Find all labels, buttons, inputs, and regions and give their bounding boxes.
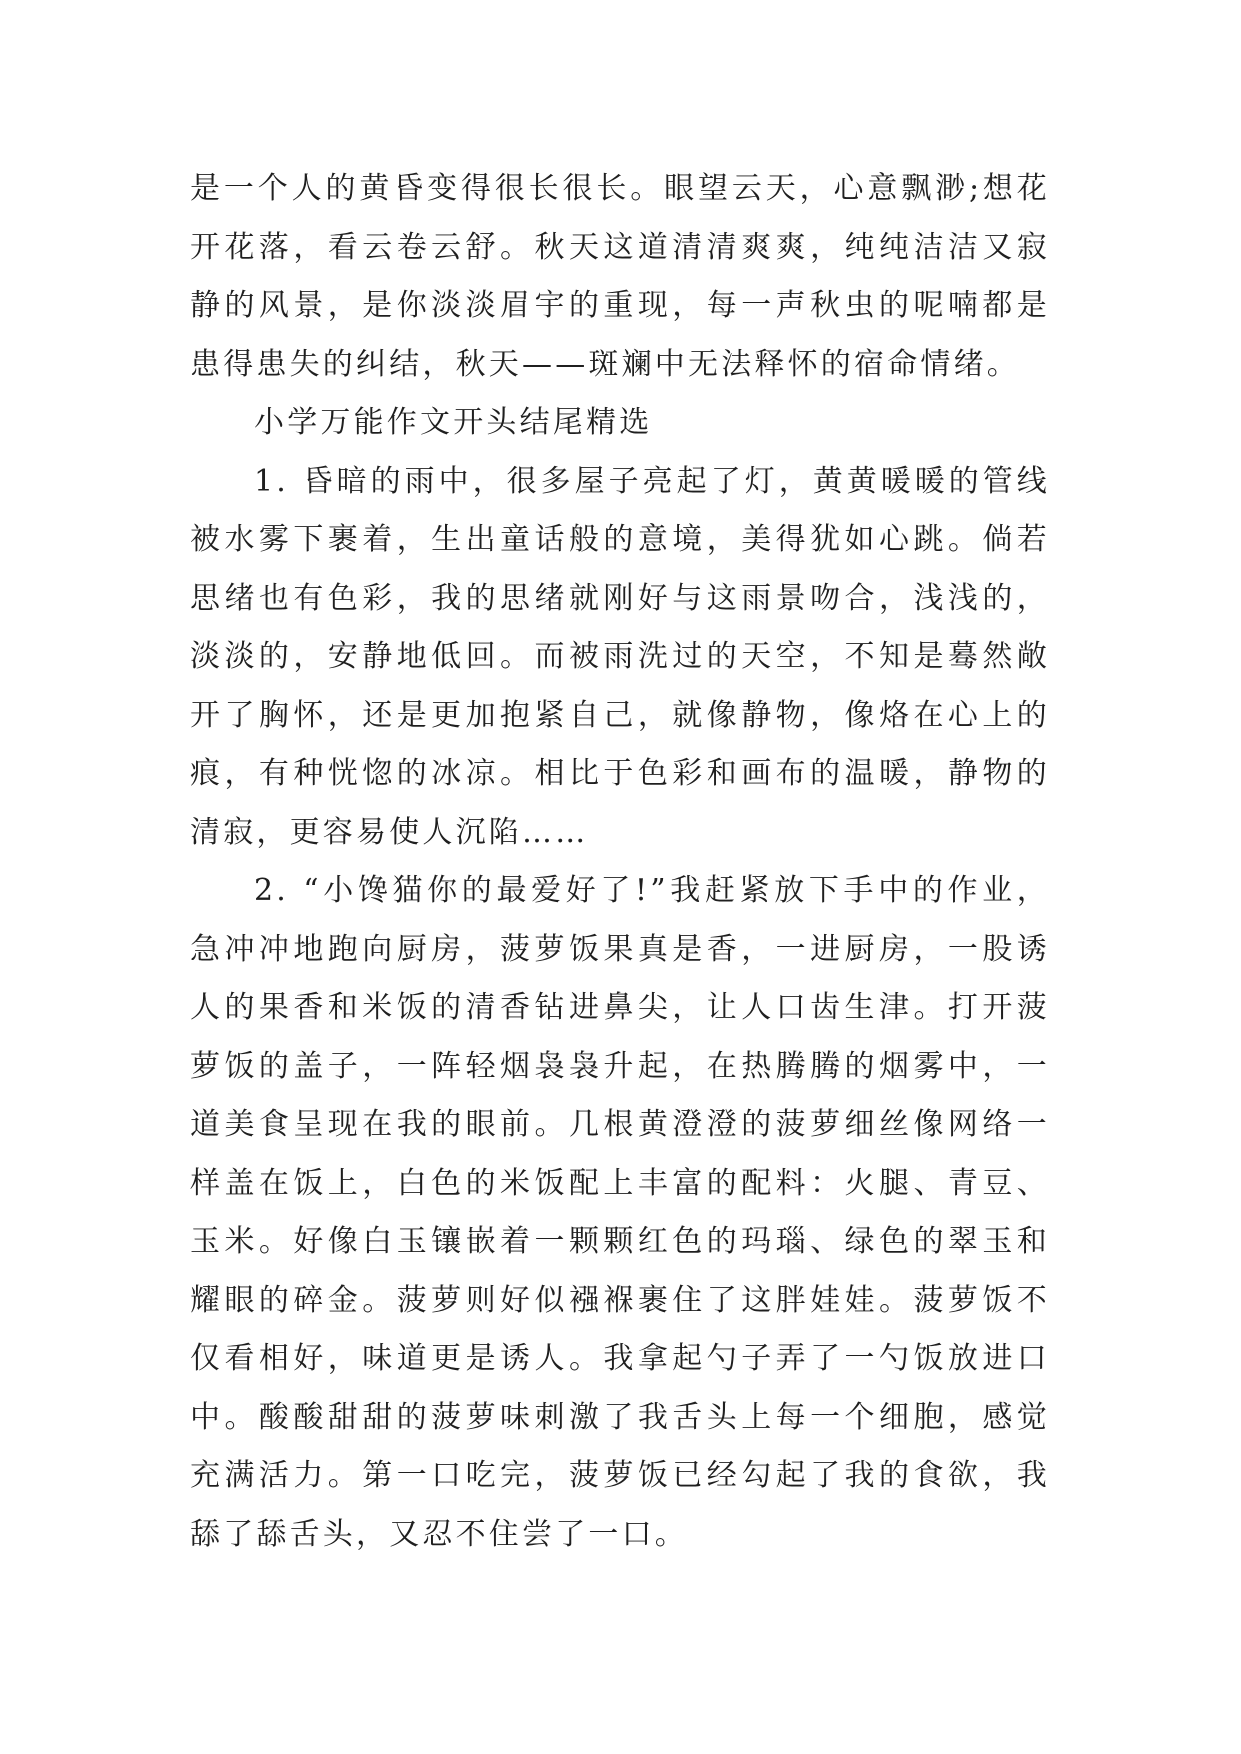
section-heading: 小学万能作文开头结尾精选	[254, 405, 653, 440]
document-body	[190, 160, 1050, 1564]
paragraph-item-2: 2. “小馋猫你的最爱好了!”我赶紧放下手中的作业，急冲冲地跑向厨房，菠萝饭果真是香，一进厨房，一股诱人的果香和米饭的清香钻进鼻尖，让人口齿生津。打开菠萝饭的盖子，一阵轻烟袅袅升起，在热腾腾的烟雾中，一道美食呈现在我的眼前。几根黄澄澄的菠萝细丝像网络一样盖在饭上，白色的米饭配上丰富的配料：火腿、青豆、玉米。好像白玉镶嵌着一颗颗红色的玛瑙、绿色的翠玉和耀眼的碎金。菠萝则好似襁褓裹住了这胖娃娃。菠萝饭不仅看相好，味道更是诱人。我拿起勺子弄了一勺饭放进口中。酸酸甜甜的菠萝味刺激了我舌头上每一个细胞，感觉充满活力。第一口吃完，菠萝饭已经勾起了我的食欲，我舔了舔舌头，又忍不住尝了一口。	[190, 873, 1050, 1552]
paragraph-item-1: 1. 昏暗的雨中，很多屋子亮起了灯，黄黄暖暖的管线被水雾下裹着，生出童话般的意境，美得犹如心跳。倘若思绪也有色彩，我的思绪就刚好与这雨景吻合，浅浅的，淡淡的，安静地低回。而被雨洗过的天空，不知是蓦然敞开了胸怀，还是更加抱紧自己，就像静物，像烙在心上的痕，有种恍惚的冰凉。相比于色彩和画布的温暖，静物的清寂，更容易使人沉陷……	[190, 463, 1050, 850]
paragraph-continuation: 是一个人的黄昏变得很长很长。眼望云天，心意飘渺;想花开花落，看云卷云舒。秋天这道清清爽爽，纯纯洁洁又寂静的风景，是你淡淡眉宇的重现，每一声秋虫的呢喃都是患得患失的纠结，秋天——斑斓中无法释怀的宿命情绪。	[190, 171, 1050, 382]
